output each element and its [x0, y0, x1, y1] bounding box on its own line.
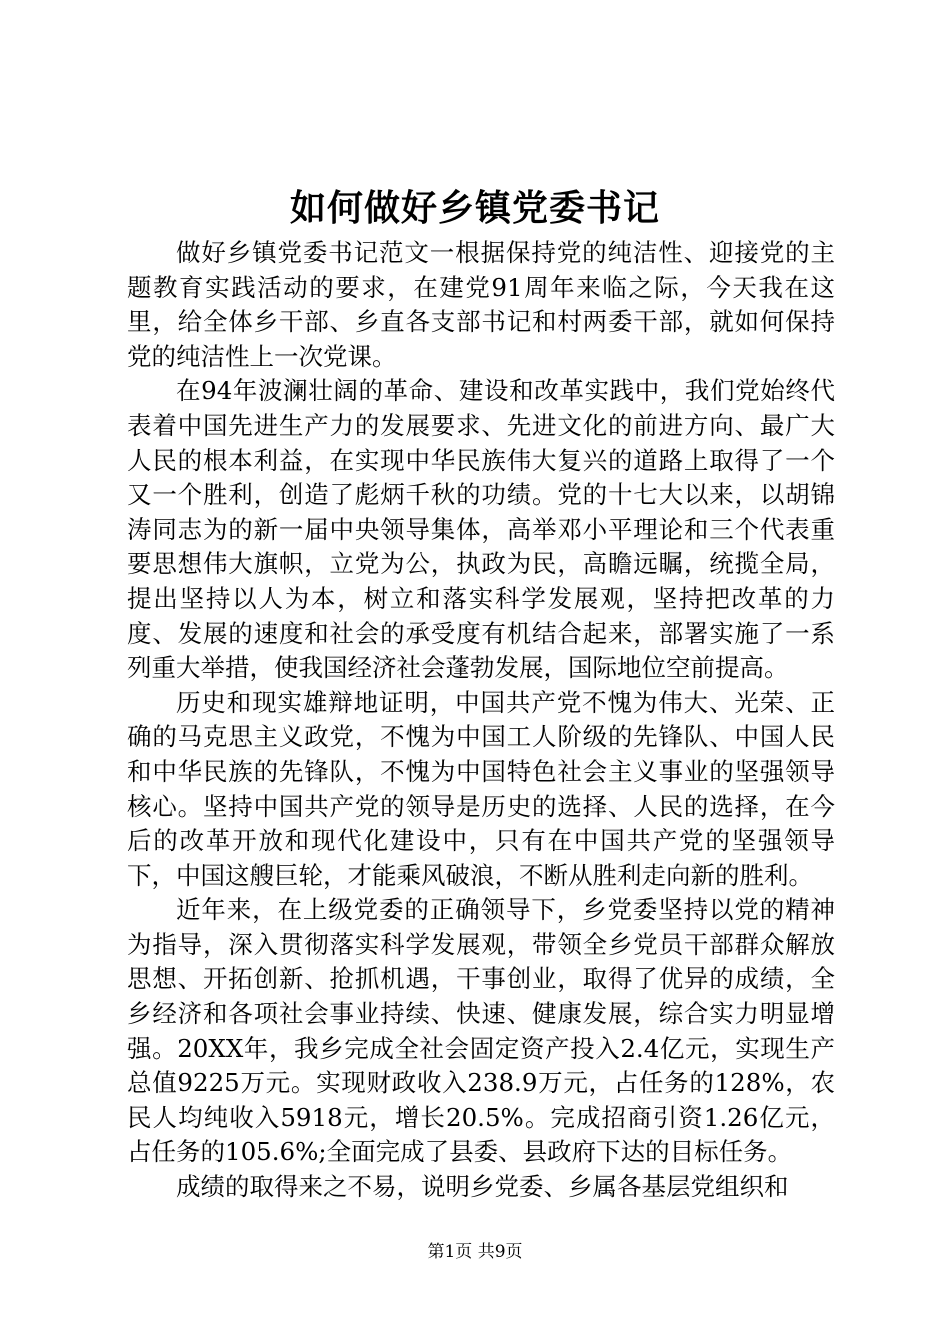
page-number-footer: 第1页 共9页	[427, 1242, 523, 1262]
document-title: 如何做好乡镇党委书记	[289, 187, 660, 229]
paragraph: 做好乡镇党委书记范文一根据保持党的纯洁性、迎接党的主题教育实践活动的要求，在建党91周年来临之际，今天我在这里，给全体乡干部、乡直各支部书记和村两委干部，就如何保持党的纯洁性上一次党课。	[127, 238, 835, 371]
paragraph: 近年来，在上级党委的正确领导下，乡党委坚持以党的精神为指导，深入贯彻落实科学发展观，带领全乡党员干部群众解放思想、开拓创新、抢抓机遇，干事创业，取得了优异的成绩，全乡经济和各项社会事业持续、快速、健康发展，综合实力明显增强。20XX年，我乡完成全社会固定资产投入2.4亿元，实现生产总值9225万元。实现财政收入238.9万元，占任务的128%，农民人均纯收入5918元，增长20.5%。完成招商引资1.26亿元，占任务的105.6%;全面完成了县委、县政府下达的目标任务。	[127, 895, 835, 1167]
document-body	[127, 236, 835, 1205]
paragraph: 在94年波澜壮阔的革命、建设和改革实践中，我们党始终代表着中国先进生产力的发展要求、先进文化的前进方向、最广大人民的根本利益，在实现中华民族伟大复兴的道路上取得了一个又一个胜利，创造了彪炳千秋的功绩。党的十七大以来，以胡锦涛同志为的新一届中央领导集体，高举邓小平理论和三个代表重要思想伟大旗帜，立党为公，执政为民，高瞻远瞩，统揽全局，提出坚持以人为本，树立和落实科学发展观，坚持把改革的力度、发展的速度和社会的承受度有机结合起来，部署实施了一系列重大举措，使我国经济社会蓬勃发展，国际地位空前提高。	[127, 376, 835, 683]
paragraph: 成绩的取得来之不易，说明乡党委、乡属各基层党组织和	[176, 1172, 789, 1202]
paragraph: 历史和现实雄辩地证明，中国共产党不愧为伟大、光荣、正确的马克思主义政党，不愧为中国工人阶级的先锋队、中国人民和中华民族的先锋队，不愧为中国特色社会主义事业的坚强领导核心。坚持中国共产党的领导是历史的选择、人民的选择，在今后的改革开放和现代化建设中，只有在中国共产党的坚强领导下，中国这艘巨轮，才能乘风破浪，不断从胜利走向新的胜利。	[127, 687, 835, 890]
